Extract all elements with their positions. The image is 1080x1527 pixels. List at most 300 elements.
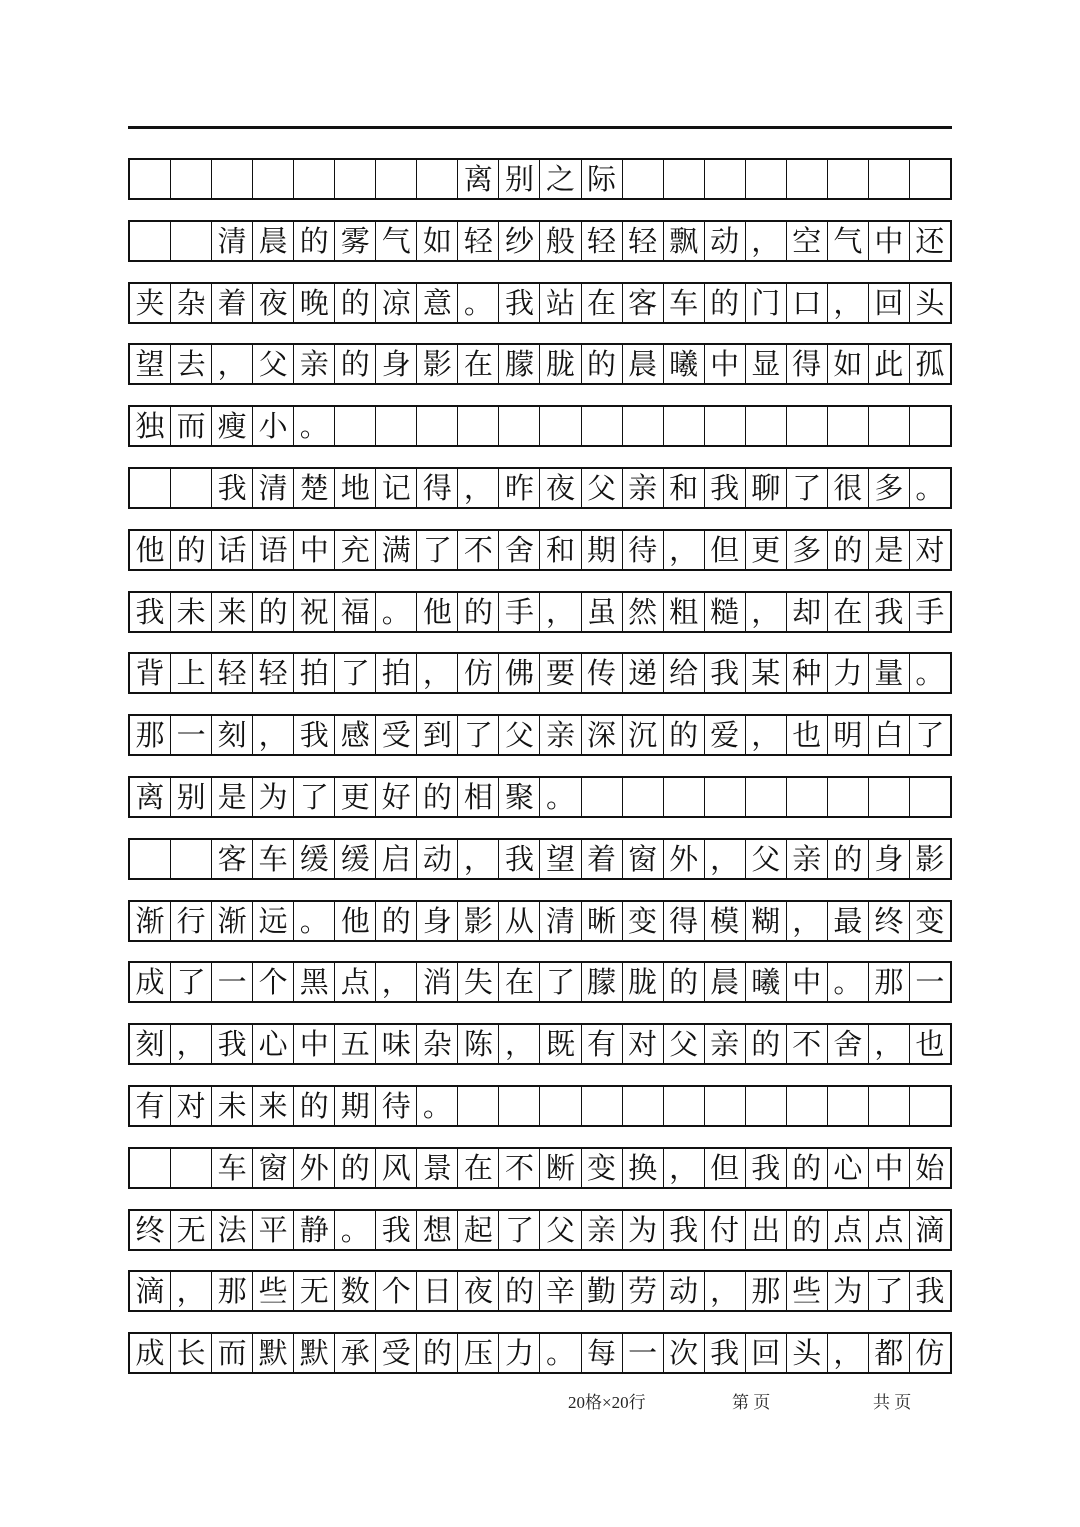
- grid-cell: 想: [417, 1211, 458, 1249]
- grid-cell: 消: [417, 963, 458, 1001]
- grid-cell: 亲: [540, 716, 581, 754]
- grid-cell: 如: [417, 222, 458, 260]
- grid-cell: [787, 160, 828, 198]
- grid-cell: 辛: [540, 1272, 581, 1310]
- grid-cell: 动: [417, 840, 458, 878]
- grid-cell: [828, 407, 869, 445]
- grid-cell: 亲: [294, 345, 335, 383]
- grid-cell: 的: [376, 902, 417, 940]
- grid-cell: 模: [705, 902, 746, 940]
- grid-cell: 换: [623, 1149, 664, 1187]
- grid-cell: 我: [664, 1211, 705, 1249]
- grid-cell: 粗: [664, 593, 705, 631]
- grid-cell: 的: [294, 222, 335, 260]
- grid-cell: 。: [915, 656, 945, 691]
- grid-cell: 在: [458, 1149, 499, 1187]
- grid-row: [128, 961, 952, 1003]
- grid-cell: 力: [828, 654, 869, 692]
- grid-cell: 我: [915, 1274, 945, 1309]
- grid-cell: ，: [499, 1025, 540, 1063]
- grid-cell: 那: [869, 963, 910, 1001]
- grid-row: [128, 343, 952, 385]
- grid-cell: ，: [171, 1025, 212, 1063]
- grid-cell: 默: [294, 1334, 335, 1372]
- grid-cell: 到: [417, 716, 458, 754]
- grid-cell: 明: [828, 716, 869, 754]
- grid-cell: 是: [869, 531, 910, 569]
- grid-cell: 祝: [294, 593, 335, 631]
- grid-cell: ，: [458, 469, 499, 507]
- grid-cell: ，: [746, 222, 787, 260]
- grid-row: [128, 1209, 952, 1251]
- grid-cell: 和: [540, 531, 581, 569]
- grid-cell: [499, 1087, 540, 1125]
- grid-cell: 晨: [253, 222, 294, 260]
- grid-cell: 中: [294, 531, 335, 569]
- grid-cell: 他: [130, 531, 171, 569]
- grid-cell: 晨: [623, 345, 664, 383]
- grid-cell: 有: [130, 1087, 171, 1125]
- grid-cell: 纱: [499, 222, 540, 260]
- grid-cell: 一: [212, 963, 253, 1001]
- grid-cell: 虽: [582, 593, 623, 631]
- grid-row: [128, 282, 952, 324]
- grid-cell: 相: [458, 778, 499, 816]
- grid-cell: 心: [828, 1149, 869, 1187]
- grid-cell: 空: [787, 222, 828, 260]
- grid-cell: 行: [171, 902, 212, 940]
- grid-cell: 黑: [294, 963, 335, 1001]
- grid-cell: 显: [746, 345, 787, 383]
- grid-cell: 景: [417, 1149, 458, 1187]
- grid-cell: 了: [458, 716, 499, 754]
- grid-cell: 中: [869, 1149, 910, 1187]
- total-pages-label: 共 页: [873, 1393, 912, 1412]
- grid-cell: 我: [376, 1211, 417, 1249]
- grid-cell: 气: [828, 222, 869, 260]
- grid-cell: 夜: [458, 1272, 499, 1310]
- grid-cell: [130, 840, 171, 878]
- grid-cell: 我: [294, 716, 335, 754]
- grid-cell: 缓: [294, 840, 335, 878]
- grid-cell: [828, 160, 869, 198]
- grid-cell: 轻: [253, 654, 294, 692]
- grid-cell: 上: [171, 654, 212, 692]
- grid-cell: 中: [787, 963, 828, 1001]
- grid-cell: 断: [540, 1149, 581, 1187]
- grid-cell: 数: [335, 1272, 376, 1310]
- grid-cell: 而: [171, 407, 212, 445]
- grid-cell: ，: [376, 963, 417, 1001]
- grid-cell: 话: [212, 531, 253, 569]
- grid-cell: 还: [915, 223, 945, 258]
- grid-row: [128, 220, 952, 262]
- grid-cell: [171, 840, 212, 878]
- grid-cell: 个: [253, 963, 294, 1001]
- grid-cell: 手: [499, 593, 540, 631]
- grid-cell: 来: [253, 1087, 294, 1125]
- grid-cell: 记: [376, 469, 417, 507]
- grid-cell: [787, 1087, 828, 1125]
- grid-cell: 父: [253, 345, 294, 383]
- grid-cell: [130, 160, 171, 198]
- grid-cell: 传: [582, 654, 623, 692]
- grid-row: [128, 467, 952, 509]
- grid-cell: 了: [335, 654, 376, 692]
- grid-cell: 中: [705, 345, 746, 383]
- grid-cell: 给: [664, 654, 705, 692]
- grid-cell: [623, 778, 664, 816]
- grid-cell: 般: [540, 222, 581, 260]
- grid-cell: [787, 778, 828, 816]
- grid-cell: 的: [417, 778, 458, 816]
- grid-cell: 那: [746, 1272, 787, 1310]
- grid-cell: 沉: [623, 716, 664, 754]
- grid-cell: 变: [915, 903, 945, 938]
- grid-cell: 而: [212, 1334, 253, 1372]
- grid-cell: 启: [376, 840, 417, 878]
- grid-cell: 不: [787, 1025, 828, 1063]
- grid-cell: ，: [869, 1025, 910, 1063]
- grid-cell: 亲: [787, 840, 828, 878]
- grid-cell: 无: [171, 1211, 212, 1249]
- grid-cell: 夜: [253, 284, 294, 322]
- grid-cell: 待: [376, 1087, 417, 1125]
- grid-cell: 我: [705, 1334, 746, 1372]
- grid-cell: [869, 778, 910, 816]
- grid-cell: [828, 778, 869, 816]
- grid-cell: 了: [540, 963, 581, 1001]
- grid-cell: 杂: [417, 1025, 458, 1063]
- grid-cell: 待: [623, 531, 664, 569]
- grid-cell: 充: [335, 531, 376, 569]
- grid-cell: 影: [458, 902, 499, 940]
- grid-cell: 既: [540, 1025, 581, 1063]
- grid-cell: [130, 469, 171, 507]
- grid-cell: 际: [582, 160, 623, 198]
- grid-cell: [705, 778, 746, 816]
- grid-cell: 的: [458, 593, 499, 631]
- grid-cell: 得: [417, 469, 458, 507]
- grid-cell: 别: [499, 160, 540, 198]
- grid-cell: 手: [915, 594, 945, 629]
- grid-cell: [458, 407, 499, 445]
- grid-cell: 了: [171, 963, 212, 1001]
- grid-cell: 最: [828, 902, 869, 940]
- grid-cell: ，: [705, 840, 746, 878]
- grid-cell: 。: [335, 1211, 376, 1249]
- grid-cell: 的: [828, 840, 869, 878]
- grid-cell: 飘: [664, 222, 705, 260]
- grid-cell: [623, 1087, 664, 1125]
- grid-cell: [130, 1149, 171, 1187]
- grid-cell: 的: [417, 1334, 458, 1372]
- grid-cell: 得: [664, 902, 705, 940]
- grid-cell: 轻: [458, 222, 499, 260]
- grid-cell: 爱: [705, 716, 746, 754]
- grid-cell: 父: [540, 1211, 581, 1249]
- grid-cell: 父: [582, 469, 623, 507]
- grid-cell: 父: [499, 716, 540, 754]
- grid-cell: 他: [335, 902, 376, 940]
- grid-cell: 渐: [212, 902, 253, 940]
- grid-cell: 。: [376, 593, 417, 631]
- grid-cell: [212, 160, 253, 198]
- grid-cell: 我: [499, 284, 540, 322]
- grid-cell: 点: [335, 963, 376, 1001]
- grid-cell: ，: [253, 716, 294, 754]
- grid-cell: [746, 778, 787, 816]
- grid-cell: 长: [171, 1334, 212, 1372]
- grid-cell: 法: [212, 1211, 253, 1249]
- grid-cell: 。: [294, 407, 335, 445]
- grid-cell: 劳: [623, 1272, 664, 1310]
- grid-cell: 。: [915, 470, 945, 505]
- grid-cell: 曦: [664, 345, 705, 383]
- grid-cell: 成: [130, 963, 171, 1001]
- grid-cell: 独: [130, 407, 171, 445]
- grid-cell: ，: [705, 1272, 746, 1310]
- grid-cell: 了: [869, 1272, 910, 1310]
- grid-cell: 递: [623, 654, 664, 692]
- grid-cell: 白: [869, 716, 910, 754]
- grid-cell: 却: [787, 593, 828, 631]
- grid-cell: [171, 160, 212, 198]
- grid-cell: 那: [130, 716, 171, 754]
- grid-row: [128, 838, 952, 880]
- grid-cell: 回: [746, 1334, 787, 1372]
- grid-cell: 心: [253, 1025, 294, 1063]
- grid-cell: 风: [376, 1149, 417, 1187]
- grid-cell: 更: [746, 531, 787, 569]
- grid-cell: 凉: [376, 284, 417, 322]
- grid-cell: ，: [787, 902, 828, 940]
- grid-cell: 很: [828, 469, 869, 507]
- grid-cell: 站: [540, 284, 581, 322]
- grid-cell: 满: [376, 531, 417, 569]
- grid-cell: 量: [869, 654, 910, 692]
- grid-cell: 成: [130, 1334, 171, 1372]
- grid-cell: 仿: [915, 1336, 945, 1371]
- grid-cell: 我: [212, 469, 253, 507]
- grid-cell: 气: [376, 222, 417, 260]
- grid-cell: 望: [130, 345, 171, 383]
- grid-cell: 为: [623, 1211, 664, 1249]
- grid-cell: [499, 407, 540, 445]
- grid-cell: 地: [335, 469, 376, 507]
- grid-cell: 之: [540, 160, 581, 198]
- grid-cell: 夜: [540, 469, 581, 507]
- grid-cell: 五: [335, 1025, 376, 1063]
- grid-cell: 语: [253, 531, 294, 569]
- grid-cell: 了: [417, 531, 458, 569]
- grid-cell: [417, 407, 458, 445]
- grid-cell: 出: [746, 1211, 787, 1249]
- grid-cell: 但: [705, 1149, 746, 1187]
- composition-grid: [128, 158, 952, 1394]
- grid-cell: 也: [915, 1027, 945, 1062]
- grid-cell: 晰: [582, 902, 623, 940]
- grid-cell: 的: [787, 1211, 828, 1249]
- grid-cell: 和: [664, 469, 705, 507]
- grid-cell: [910, 160, 950, 198]
- grid-cell: 我: [705, 469, 746, 507]
- grid-cell: 终: [130, 1211, 171, 1249]
- grid-cell: 更: [335, 778, 376, 816]
- grid-cell: 轻: [212, 654, 253, 692]
- grid-cell: 滴: [915, 1212, 945, 1247]
- grid-cell: 意: [417, 284, 458, 322]
- grid-cell: 着: [212, 284, 253, 322]
- grid-cell: 在: [458, 345, 499, 383]
- grid-cell: 回: [869, 284, 910, 322]
- grid-cell: 承: [335, 1334, 376, 1372]
- grid-cell: ，: [746, 593, 787, 631]
- grid-cell: 对: [623, 1025, 664, 1063]
- grid-cell: 为: [828, 1272, 869, 1310]
- grid-cell: 好: [376, 778, 417, 816]
- grid-cell: 窗: [253, 1149, 294, 1187]
- grid-row: [128, 405, 952, 447]
- grid-cell: 多: [787, 531, 828, 569]
- grid-cell: 糊: [746, 902, 787, 940]
- grid-cell: 点: [828, 1211, 869, 1249]
- grid-cell: 不: [499, 1149, 540, 1187]
- grid-cell: 日: [417, 1272, 458, 1310]
- grid-cell: 去: [171, 345, 212, 383]
- grid-row: [128, 714, 952, 756]
- grid-cell: 胧: [623, 963, 664, 1001]
- grid-cell: 孤: [915, 347, 945, 382]
- grid-cell: 受: [376, 716, 417, 754]
- grid-cell: 是: [212, 778, 253, 816]
- grid-cell: 变: [623, 902, 664, 940]
- grid-cell: 在: [828, 593, 869, 631]
- grid-cell: 我: [705, 654, 746, 692]
- grid-cell: 感: [335, 716, 376, 754]
- grid-cell: [869, 1087, 910, 1125]
- grid-cell: 的: [664, 963, 705, 1001]
- grid-row: [128, 776, 952, 818]
- grid-cell: 力: [499, 1334, 540, 1372]
- grid-cell: [664, 1087, 705, 1125]
- grid-cell: [171, 469, 212, 507]
- grid-cell: 的: [335, 284, 376, 322]
- grid-cell: 我: [746, 1149, 787, 1187]
- grid-cell: 影: [417, 345, 458, 383]
- grid-cell: 聚: [499, 778, 540, 816]
- grid-cell: 个: [376, 1272, 417, 1310]
- grid-cell: 的: [335, 345, 376, 383]
- grid-cell: 终: [869, 902, 910, 940]
- grid-cell: 滴: [130, 1272, 171, 1310]
- grid-cell: 车: [212, 1149, 253, 1187]
- grid-cell: 此: [869, 345, 910, 383]
- grid-cell: 不: [458, 531, 499, 569]
- grid-cell: 未: [171, 593, 212, 631]
- grid-cell: 胧: [540, 345, 581, 383]
- grid-cell: 望: [540, 840, 581, 878]
- grid-cell: 小: [253, 407, 294, 445]
- grid-cell: 了: [294, 778, 335, 816]
- grid-cell: 但: [705, 531, 746, 569]
- grid-row: [128, 1147, 952, 1189]
- grid-cell: 对: [915, 532, 945, 567]
- grid-cell: 味: [376, 1025, 417, 1063]
- grid-cell: 的: [828, 531, 869, 569]
- grid-cell: [664, 778, 705, 816]
- grid-cell: 中: [294, 1025, 335, 1063]
- grid-cell: 始: [915, 1150, 945, 1185]
- grid-cell: 头: [787, 1334, 828, 1372]
- grid-cell: 糙: [705, 593, 746, 631]
- grid-cell: 动: [705, 222, 746, 260]
- grid-cell: 对: [171, 1087, 212, 1125]
- page-footer: [0, 1388, 1080, 1414]
- grid-cell: 客: [623, 284, 664, 322]
- grid-cell: 身: [869, 840, 910, 878]
- grid-cell: 压: [458, 1334, 499, 1372]
- grid-cell: 如: [828, 345, 869, 383]
- grid-cell: 佛: [499, 654, 540, 692]
- grid-cell: 受: [376, 1334, 417, 1372]
- grid-cell: 期: [335, 1087, 376, 1125]
- grid-cell: [664, 160, 705, 198]
- grid-cell: 的: [787, 1149, 828, 1187]
- grid-cell: 朦: [499, 345, 540, 383]
- grid-spec-label: 20格×20行: [568, 1393, 646, 1412]
- grid-cell: [130, 222, 171, 260]
- grid-cell: 离: [458, 160, 499, 198]
- grid-cell: [376, 160, 417, 198]
- grid-cell: 聊: [746, 469, 787, 507]
- grid-cell: 多: [869, 469, 910, 507]
- grid-cell: ，: [746, 716, 787, 754]
- grid-cell: 亲: [705, 1025, 746, 1063]
- grid-cell: 动: [664, 1272, 705, 1310]
- grid-cell: 次: [664, 1334, 705, 1372]
- grid-cell: [582, 1087, 623, 1125]
- grid-row: [128, 900, 952, 942]
- grid-cell: 要: [540, 654, 581, 692]
- grid-cell: ，: [540, 593, 581, 631]
- grid-cell: 每: [582, 1334, 623, 1372]
- grid-cell: 清: [253, 469, 294, 507]
- grid-cell: 客: [212, 840, 253, 878]
- grid-cell: 来: [212, 593, 253, 631]
- grid-cell: [705, 407, 746, 445]
- grid-cell: [417, 160, 458, 198]
- grid-cell: 勤: [582, 1272, 623, 1310]
- grid-cell: [910, 407, 950, 445]
- title-row: [128, 158, 952, 200]
- grid-cell: 我: [130, 593, 171, 631]
- grid-row: [128, 1023, 952, 1065]
- grid-cell: 舍: [499, 531, 540, 569]
- grid-cell: 清: [540, 902, 581, 940]
- grid-cell: 远: [253, 902, 294, 940]
- grid-cell: 我: [212, 1025, 253, 1063]
- grid-cell: 种: [787, 654, 828, 692]
- grid-cell: 雾: [335, 222, 376, 260]
- grid-cell: ，: [458, 840, 499, 878]
- grid-cell: 晚: [294, 284, 335, 322]
- grid-cell: 也: [787, 716, 828, 754]
- grid-cell: 渐: [130, 902, 171, 940]
- grid-cell: 夹: [130, 284, 171, 322]
- grid-cell: 曦: [746, 963, 787, 1001]
- grid-cell: 车: [253, 840, 294, 878]
